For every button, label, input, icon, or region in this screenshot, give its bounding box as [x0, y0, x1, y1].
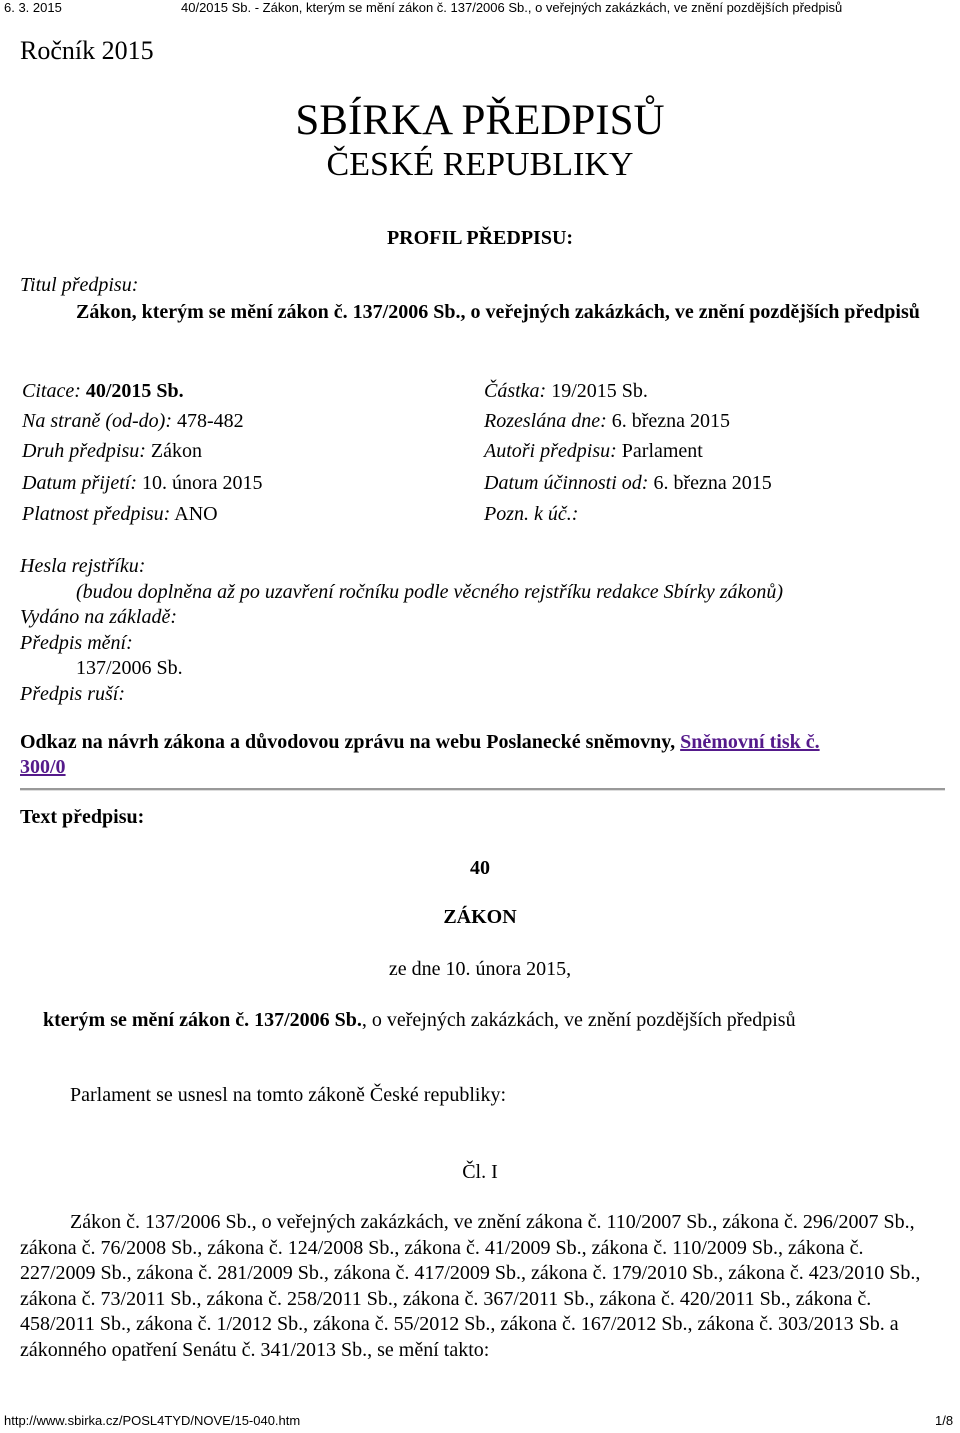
title-label: Titul předpisu:	[20, 274, 139, 296]
meni-label: Předpis mění:	[20, 632, 133, 654]
collection-subtitle: ČESKÉ REPUBLIKY	[326, 146, 634, 183]
platnost-value: ANO	[174, 503, 218, 525]
sneмovni-tisk-link[interactable]: Sněmovní tisk č.	[680, 731, 820, 753]
profile-heading: PROFIL PŘEDPISU:	[386, 227, 574, 249]
proposal-row	[20, 731, 820, 754]
law-date: ze dne 10. února 2015,	[388, 958, 572, 980]
proposal-row-2	[20, 756, 66, 779]
law-number: 40	[470, 857, 490, 879]
druh-value: Zákon	[150, 440, 202, 462]
print-title: 40/2015 Sb. - Zákon, kterým se mění zákon č. 137/2006 Sb., o veřejných zakázkách, ve znění pozdějších předpisů	[181, 0, 843, 15]
ucinnost-row	[484, 472, 772, 495]
rozeslana-value: 6. března 2015	[611, 410, 731, 432]
law-title-bold: kterým se mění zákon č. 137/2006 Sb.	[43, 1009, 362, 1031]
prijeti-value: 10. února 2015	[142, 472, 263, 494]
autori-row	[484, 440, 703, 463]
article-heading: Čl. I	[462, 1161, 498, 1183]
vydano-label: Vydáno na základě:	[20, 606, 178, 628]
enacting-clause: Parlament se usnesl na tomto zákoně České republiky:	[70, 1084, 507, 1106]
pozn-label: Pozn. k úč.:	[484, 503, 579, 525]
year-label: Ročník 2015	[20, 36, 154, 65]
sneмovni-tisk-link-number[interactable]: 300/0	[20, 756, 66, 778]
rozeslana-label: Rozeslána dne:	[484, 410, 607, 432]
text-heading: Text předpisu:	[20, 806, 145, 828]
meni-value: 137/2006 Sb.	[76, 657, 183, 679]
law-title-rest: , o veřejných zakázkách, ve znění pozdějších předpisů	[361, 1009, 796, 1031]
print-date: 6. 3. 2015	[4, 0, 62, 15]
citace-row	[22, 380, 184, 403]
proposal-text: Odkaz na návrh zákona a důvodovou zprávu na webu Poslanecké sněmovny,	[20, 731, 676, 753]
castka-value: 19/2015 Sb.	[551, 380, 648, 402]
ucinnost-value: 6. března 2015	[653, 472, 772, 494]
law-type: ZÁKON	[443, 906, 517, 928]
strane-row	[22, 410, 244, 433]
title-value: Zákon, kterým se mění zákon č. 137/2006 Sb., o veřejných zakázkách, ve znění pozdějších předpisů	[76, 301, 920, 323]
pozn-row	[484, 503, 578, 526]
autori-value: Parlament	[621, 440, 703, 462]
prijeti-label: Datum přijetí:	[22, 472, 137, 494]
druh-label: Druh předpisu:	[22, 440, 146, 462]
article-paragraph: Zákon č. 137/2006 Sb., o veřejných zakázkách, ve znění zákona č. 110/2007 Sb., zákona č. 296/2007 Sb., zákona č. 76/2008 Sb., zákona č. 124/2008 Sb., zákona č. 41/2009 Sb., zákona č. 110/2009 Sb., zákona č. 227/2009 Sb., zákona č. 281/2009 Sb., zákona č. 417/2009 Sb., zákona č. 179/2010 Sb., zákona č. 423/2010 Sb., zákona č. 73/2011 Sb., zákona č. 258/2011 Sb., zákona č. 367/2011 Sb., zákona č. 420/2011 Sb., zákona č. 458/2011 Sb., zákona č. 1/2012 Sb., zákona č. 55/2012 Sb., zákona č. 167/2012 Sb., zákona č. 303/2013 Sb. a zákonného opatření Senátu č. 341/2013 Sb., se mění takto:	[20, 1211, 921, 1361]
druh-row	[22, 440, 202, 463]
ucinnost-label: Datum účinnosti od:	[484, 472, 649, 494]
prijeti-row	[22, 472, 263, 495]
citace-value: 40/2015 Sb.	[85, 380, 184, 402]
castka-label: Částka:	[484, 380, 547, 402]
collection-title: SBÍRKA PŘEDPISŮ	[295, 97, 665, 144]
citace-label: Citace:	[22, 380, 81, 402]
rozeslana-row	[484, 410, 730, 433]
rusi-label: Předpis ruší:	[20, 683, 125, 705]
hesla-note: (budou doplněna až po uzavření ročníku podle věcného rejstříku redakce Sbírky zákonů)	[76, 581, 784, 603]
print-url: http://www.sbirka.cz/POSL4TYD/NOVE/15-040.htm	[4, 1413, 301, 1428]
castka-row	[484, 380, 648, 403]
strane-value: 478-482	[176, 410, 244, 432]
strane-label: Na straně (od-do):	[22, 410, 172, 432]
platnost-row	[22, 503, 218, 526]
autori-label: Autoři předpisu:	[484, 440, 617, 462]
hesla-label: Hesla rejstříku:	[20, 555, 146, 577]
platnost-label: Platnost předpisu:	[22, 503, 171, 525]
law-title	[43, 1009, 796, 1032]
print-page-number: 1/8	[935, 1413, 954, 1428]
divider	[20, 788, 945, 791]
